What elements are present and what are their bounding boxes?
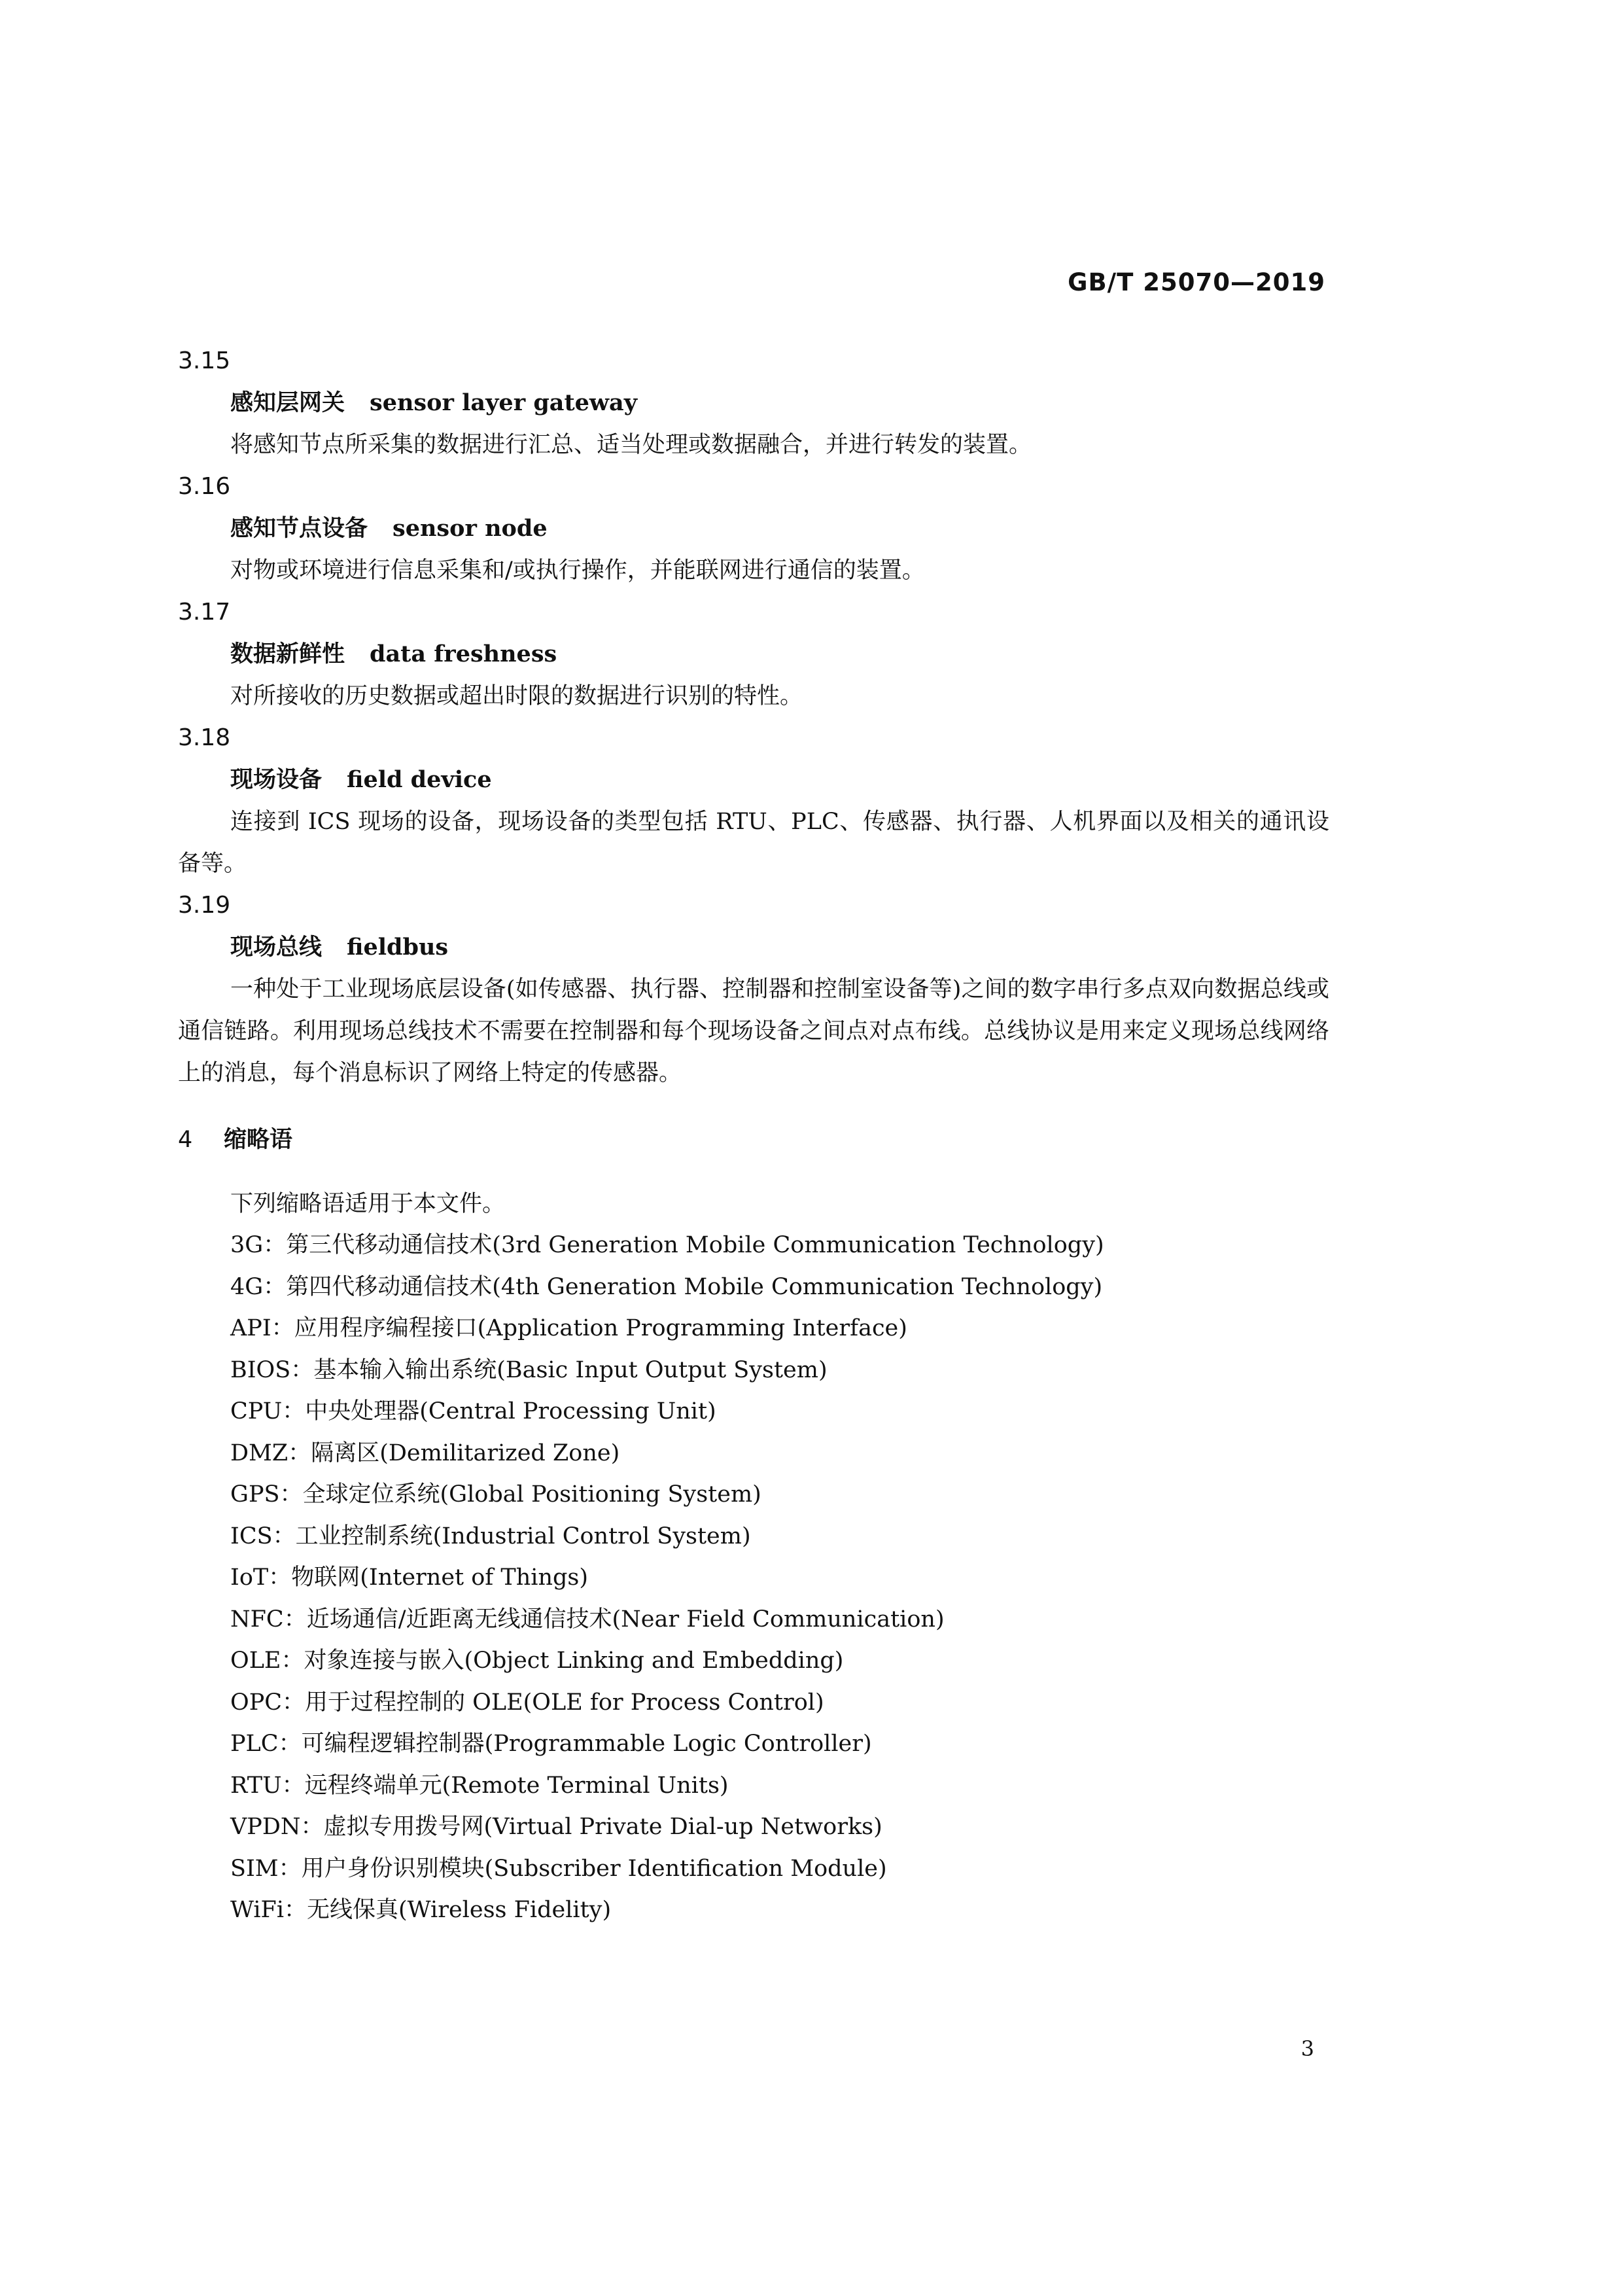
abbreviation-item: VPDN：虚拟专用拨号网(Virtual Private Dial-up Networks): [230, 1814, 882, 1840]
abbreviation-item: PLC：可编程逻辑控制器(Programmable Logic Controller): [230, 1731, 872, 1757]
abbreviation-item: NFC：近场通信/近距离无线通信技术(Near Field Communication): [230, 1606, 945, 1633]
term-english: data freshness: [370, 641, 557, 667]
abbreviation-item: API：应用程序编程接口(Application Programming Interface): [230, 1315, 907, 1341]
abbreviation-item: BIOS：基本输入输出系统(Basic Input Output System): [230, 1356, 828, 1383]
term-heading: [178, 759, 1329, 801]
abbreviations-intro: 下列缩略语适用于本文件。: [230, 1191, 506, 1217]
term-heading: [178, 508, 1329, 550]
abbreviation-item: 3G：第三代移动通信技术(3rd Generation Mobile Communication Technology): [230, 1232, 1104, 1258]
abbreviation-item: DMZ：隔离区(Demilitarized Zone): [230, 1439, 620, 1466]
clause-number: 3.16: [178, 473, 231, 500]
abbreviation-item: WiFi：无线保真(Wireless Fidelity): [230, 1897, 612, 1923]
abbreviation-list: [178, 1225, 1329, 1932]
term-chinese: 现场设备: [230, 766, 323, 793]
term-english: sensor node: [393, 515, 548, 542]
term-english: sensor layer gateway: [370, 389, 638, 416]
clause-number: 3.19: [178, 892, 231, 919]
abbreviation-item: OPC：用于过程控制的 OLE(OLE for Process Control): [230, 1689, 824, 1716]
term-definition: 将感知节点所采集的数据进行汇总、适当处理或数据融合，并进行转发的装置。: [230, 432, 1032, 458]
abbreviation-item: 4G：第四代移动通信技术(4th Generation Mobile Communication Technology): [230, 1273, 1103, 1300]
term-heading: [178, 633, 1329, 675]
section-number: 4: [178, 1127, 193, 1153]
term-entry: [178, 885, 1329, 1094]
clause-number: 3.17: [178, 599, 231, 626]
term-heading: [178, 382, 1329, 424]
term-entry: [178, 466, 1329, 592]
abbreviation-item: SIM：用户身份识别模块(Subscriber Identification Module): [230, 1855, 887, 1882]
term-chinese: 数据新鲜性: [230, 641, 345, 667]
abbreviation-item: ICS：工业控制系统(Industrial Control System): [230, 1523, 751, 1549]
term-entry: [178, 340, 1329, 466]
term-definition: 连接到 ICS 现场的设备，现场设备的类型包括 RTU、PLC、传感器、执行器、人机界面以及相关的通讯设备等。: [178, 809, 1329, 877]
term-definition: 对物或环境进行信息采集和/或执行操作，并能联网进行通信的装置。: [230, 557, 925, 584]
term-definition: 一种处于工业现场底层设备(如传感器、执行器、控制器和控制室设备等)之间的数字串行多点双向数据总线或通信链路。利用现场总线技术不需要在控制器和每个现场设备之间点对点布线。总线协议是用来定义现场总线网络上的消息，每个消息标识了网络上特定的传感器。: [178, 976, 1329, 1086]
section-heading: [178, 1119, 1329, 1161]
abbreviation-item: CPU：中央处理器(Central Processing Unit): [230, 1398, 716, 1424]
term-chinese: 现场总线: [230, 934, 323, 961]
abbreviation-item: IoT：物联网(Internet of Things): [230, 1564, 589, 1591]
abbreviation-item: RTU：远程终端单元(Remote Terminal Units): [230, 1772, 729, 1799]
term-entry: [178, 592, 1329, 717]
term-english: field device: [347, 766, 492, 793]
page-number: 3: [1300, 2036, 1314, 2061]
term-chinese: 感知层网关: [230, 389, 345, 416]
term-english: fieldbus: [347, 934, 449, 961]
abbreviation-item: GPS：全球定位系统(Global Positioning System): [230, 1481, 761, 1508]
section-title: 缩略语: [224, 1126, 293, 1153]
term-entry: [178, 717, 1329, 885]
main-content: [178, 340, 1329, 1932]
standard-code: GB/T 25070—2019: [1068, 268, 1325, 296]
clause-number: 3.15: [178, 347, 231, 374]
term-definition: 对所接收的历史数据或超出时限的数据进行识别的特性。: [230, 683, 803, 709]
term-heading: [178, 927, 1329, 968]
term-chinese: 感知节点设备: [230, 515, 368, 542]
abbreviation-item: OLE：对象连接与嵌入(Object Linking and Embedding): [230, 1648, 844, 1674]
clause-number: 3.18: [178, 724, 231, 751]
